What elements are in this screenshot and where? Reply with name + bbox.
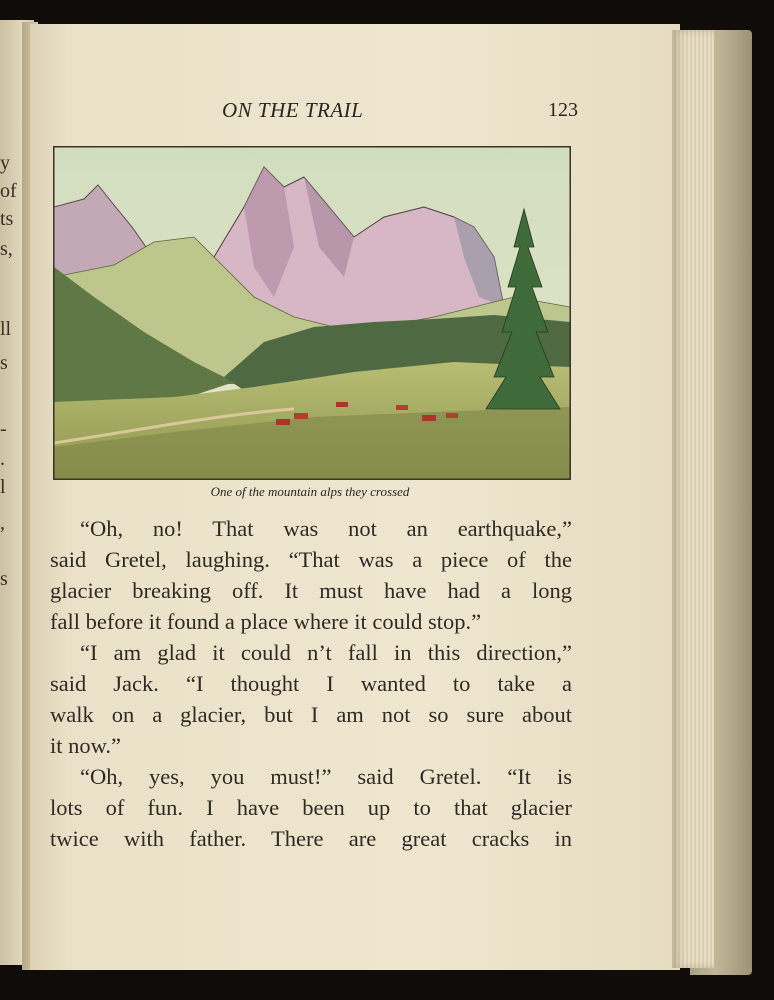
- left-page-fragment: ts: [0, 208, 14, 230]
- body-line: twice with father. There are great cracks in: [50, 826, 572, 851]
- body-line: “Oh, yes, you must!” said Gretel. “It is: [80, 764, 572, 789]
- left-page-fragment: ,: [0, 512, 5, 534]
- body-line: said Jack. “I thought I wanted to take a: [50, 671, 572, 696]
- left-page-fragment: s: [0, 568, 8, 590]
- page-number: 123: [548, 99, 578, 121]
- left-page-fragment: s,: [0, 238, 13, 260]
- body-line: said Gretel, laughing. “That was a piece of the: [50, 547, 572, 572]
- illustration-caption: One of the mountain alps they crossed: [210, 484, 410, 499]
- left-page-fragment: .: [0, 448, 5, 470]
- body-text: [50, 513, 572, 854]
- running-header-title: ON THE TRAIL: [222, 98, 364, 122]
- body-line: fall before it found a place where it could stop.”: [50, 609, 482, 634]
- body-line: glacier breaking off. It must have had a long: [50, 578, 572, 603]
- body-line: walk on a glacier, but I am not so sure about: [50, 702, 572, 727]
- body-line: it now.”: [50, 733, 122, 758]
- body-line: lots of fun. I have been up to that glacier: [50, 795, 572, 820]
- left-page-fragment: of: [0, 180, 17, 202]
- mountain-illustration: [53, 146, 571, 480]
- page-edges: [672, 30, 714, 968]
- left-page-fragment: -: [0, 418, 7, 440]
- left-page-fragment: y: [0, 152, 10, 174]
- body-line: “I am glad it could n’t fall in this direction,”: [80, 640, 572, 665]
- body-line: “Oh, no! That was not an earthquake,”: [80, 516, 572, 541]
- left-page-fragment: s: [0, 352, 8, 374]
- left-page-fragment: ll: [0, 318, 12, 340]
- left-page-fragment: l: [0, 476, 6, 498]
